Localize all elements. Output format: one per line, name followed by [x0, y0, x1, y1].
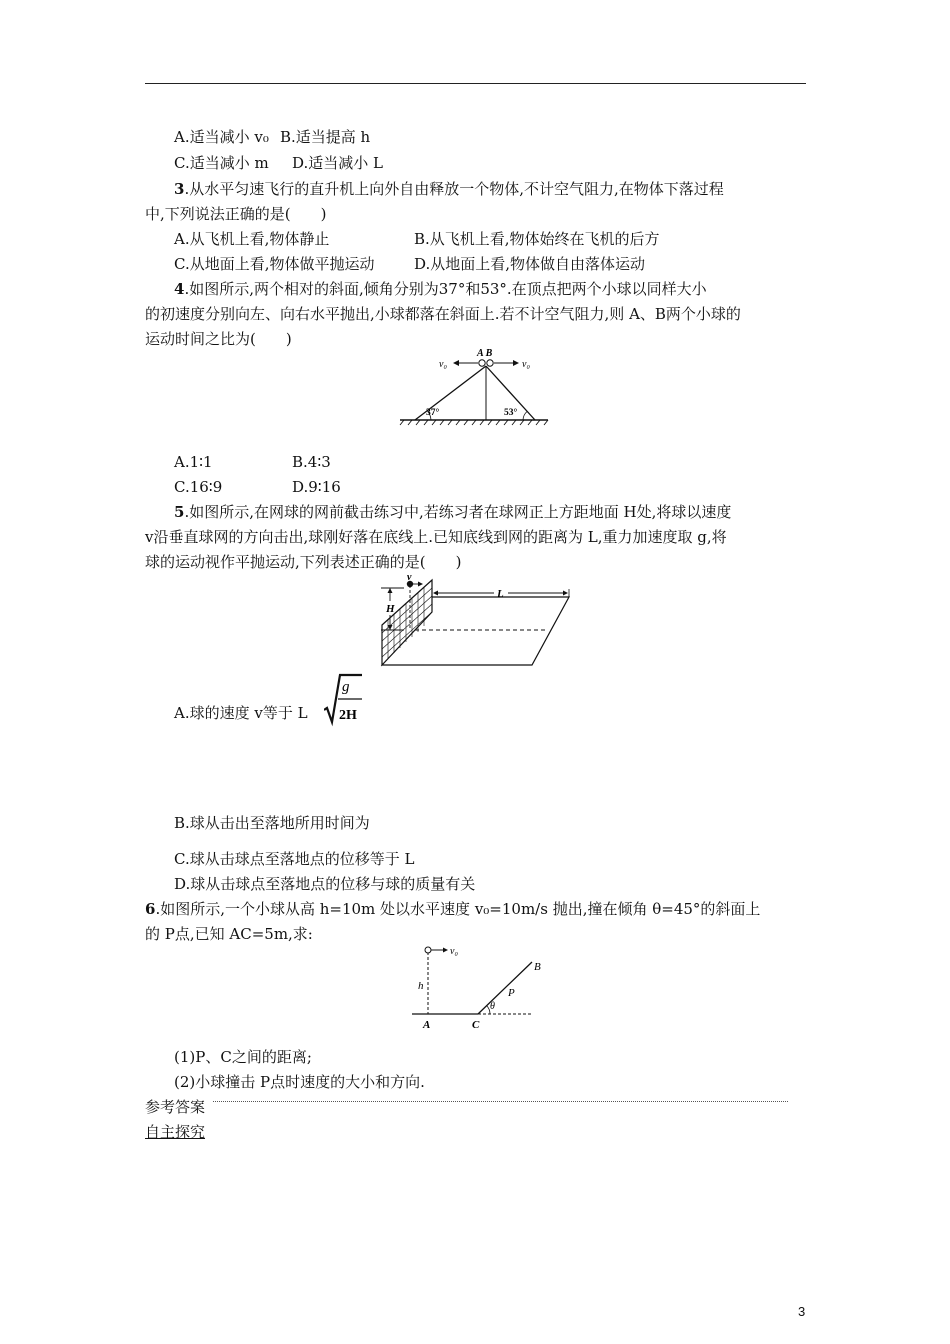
- q3-stem-line-2: 中,下列说法正确的是( ): [145, 205, 327, 223]
- h-label: h: [418, 980, 424, 992]
- projectile-incline-figure: [408, 942, 546, 1034]
- q6-stem-line-1: 6.如图所示,一个小球从高 h=10m 处以水平速度 v₀=10m/s 抛出,撞在倾角 θ=45°的斜面上: [145, 900, 761, 918]
- q6-sub-2: (2)小球撞击 P点时速度的大小和方向.: [174, 1073, 425, 1091]
- v0-label: v₀: [450, 946, 458, 957]
- q5-stem-line-1: 5.如图所示,在网球的网前截击练习中,若练习者在球网正上方距地面 H处,将球以速度: [174, 503, 732, 521]
- q4-number: 4: [174, 280, 185, 298]
- answers-heading: 参考答案: [145, 1098, 206, 1116]
- q3-option-c: C.从地面上看,物体做平抛运动: [174, 255, 375, 273]
- page-number: 3: [798, 1304, 806, 1319]
- fraction-denominator: 2H: [339, 708, 357, 723]
- q5-option-d: D.球从击球点至落地点的位移与球的质量有关: [174, 875, 476, 893]
- q5-stem-line-3: 球的运动视作平抛运动,下列表述正确的是( ): [145, 553, 462, 571]
- theta-label: θ: [490, 1001, 495, 1012]
- q3-stem-line-1: 3.从水平匀速飞行的直升机上向外自由释放一个物体,不计空气阻力,在物体下落过程: [174, 180, 724, 198]
- q2-option-a: A.适当减小 v₀: [174, 128, 269, 146]
- h-label: H: [386, 603, 395, 615]
- q4-option-b: B.4∶3: [292, 453, 331, 471]
- header-rule: [145, 83, 806, 84]
- q3-option-a: A.从飞机上看,物体静止: [174, 230, 330, 248]
- point-c-label: C: [472, 1019, 480, 1031]
- point-b-label: B: [534, 961, 541, 973]
- l-label: L: [497, 588, 504, 600]
- point-a-label: A: [423, 1019, 431, 1031]
- q4-option-c: C.16∶9: [174, 478, 223, 496]
- ab-label: A B: [477, 348, 493, 359]
- q3-option-d: D.从地面上看,物体做自由落体运动: [414, 255, 646, 273]
- q4-stem-line-3: 运动时间之比为( ): [145, 330, 292, 348]
- v-label: v: [407, 572, 412, 583]
- q5-stem-line-2: v沿垂直球网的方向击出,球刚好落在底线上.已知底线到网的距离为 L,重力加速度取 g,将: [145, 528, 727, 546]
- q2-option-b: B.适当提高 h: [280, 128, 371, 146]
- q5-option-c: C.球从击球点至落地点的位移等于 L: [174, 850, 415, 868]
- q2-option-c: C.适当减小 m: [174, 154, 269, 172]
- tennis-net-figure: [376, 570, 576, 670]
- v0-right-label: v₀: [522, 359, 530, 370]
- sqrt-expression: [324, 672, 364, 728]
- q4-option-a: A.1∶1: [174, 453, 213, 471]
- dotted-leader: [213, 1101, 788, 1102]
- q3-option-b: B.从飞机上看,物体始终在飞机的后方: [414, 230, 660, 248]
- q2-option-d: D.适当减小 L: [292, 154, 383, 172]
- point-p-label: P: [508, 987, 515, 999]
- section-heading-link[interactable]: 自主探究: [145, 1123, 206, 1141]
- q5-option-b: B.球从击出至落地所用时间为: [174, 814, 370, 832]
- fraction-numerator: g: [342, 679, 350, 695]
- v0-left-label: v₀: [439, 359, 447, 370]
- q6-stem-line-2: 的 P点,已知 AC=5m,求:: [145, 925, 313, 943]
- q6-sub-1: (1)P、C之间的距离;: [174, 1048, 312, 1066]
- q4-option-d: D.9∶16: [292, 478, 341, 496]
- q5-option-a: A.球的速度 v等于 L: [174, 704, 308, 722]
- q5-number: 5: [174, 503, 185, 521]
- q3-number: 3: [174, 180, 185, 198]
- angle-37-label: 37°: [426, 408, 440, 418]
- q4-stem-line-1: 4.如图所示,两个相对的斜面,倾角分别为37°和53°.在顶点把两个小球以同样大小: [174, 280, 707, 298]
- q4-stem-line-2: 的初速度分别向左、向右水平抛出,小球都落在斜面上.若不计空气阻力,则 A、B两个小球的: [145, 305, 741, 323]
- inclines-figure: [398, 345, 550, 427]
- q6-number: 6: [145, 900, 156, 918]
- angle-53-label: 53°: [504, 408, 518, 418]
